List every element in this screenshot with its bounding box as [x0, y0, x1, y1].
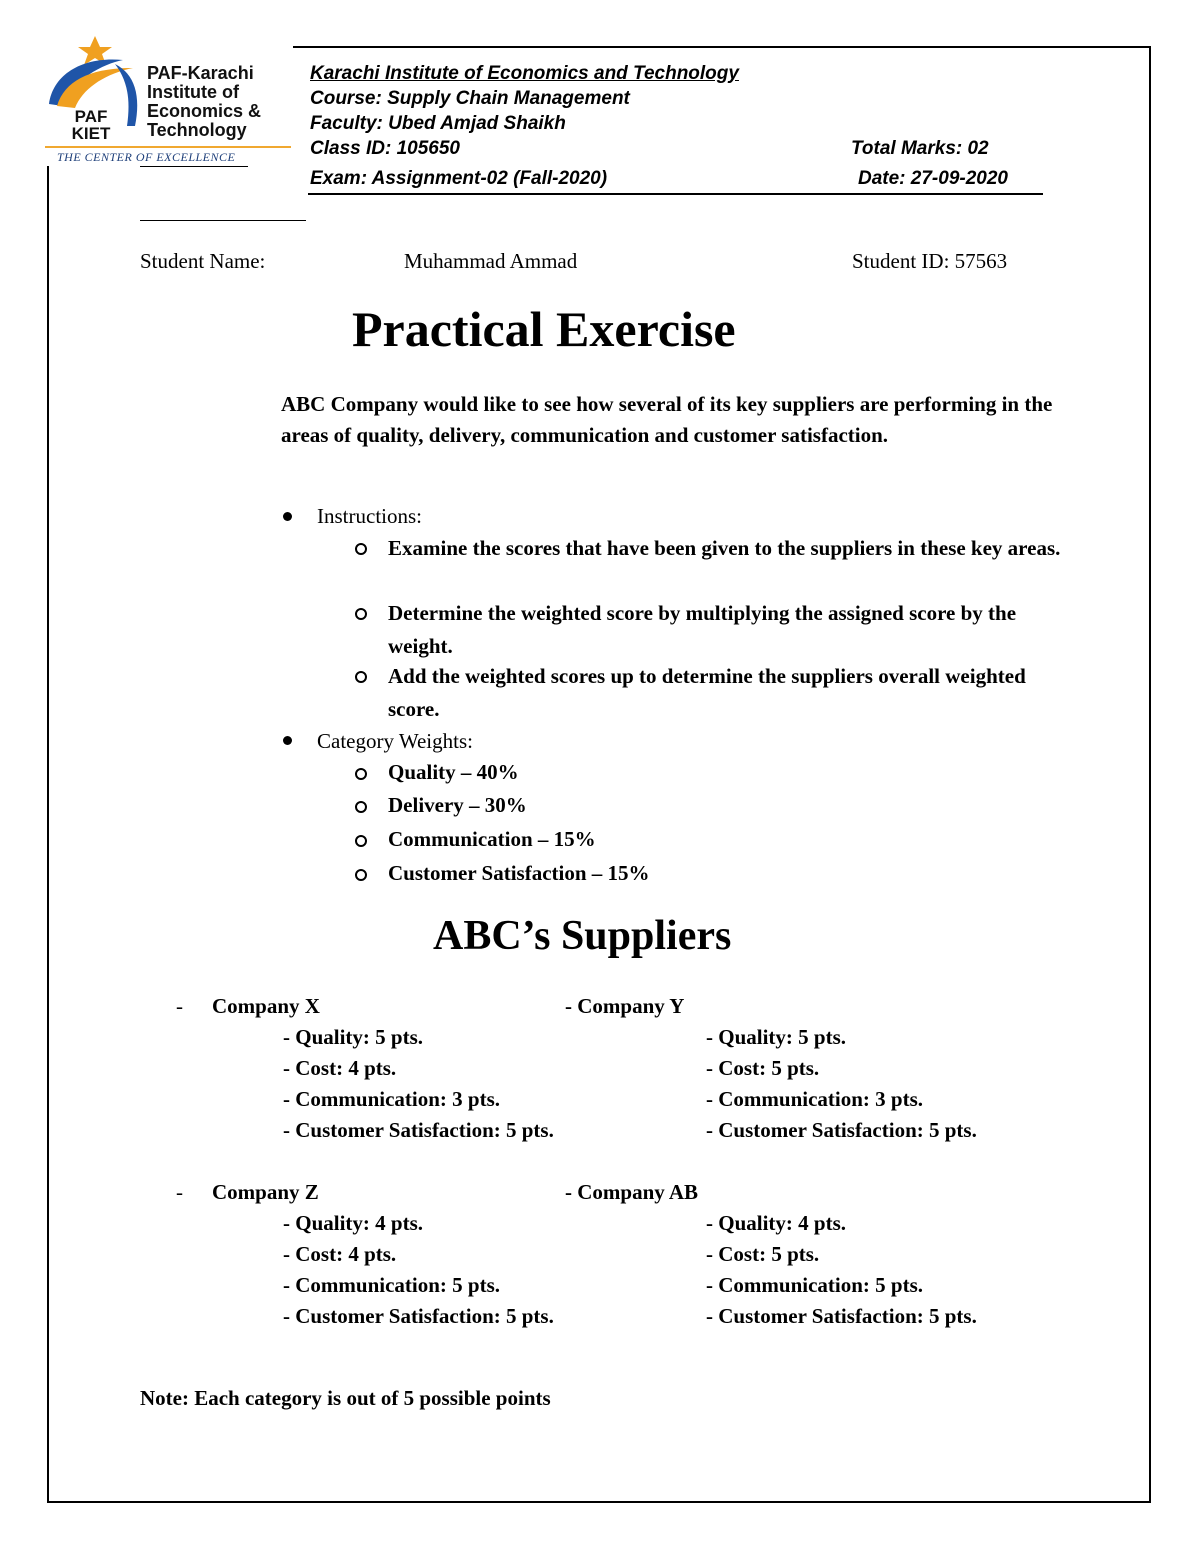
circle-bullet-icon	[355, 869, 367, 881]
company-score: - Cost: 4 pts.	[283, 1056, 397, 1080]
company-score: - Quality: 4 pts.	[283, 1211, 424, 1235]
signature-line	[140, 220, 306, 221]
bullet-icon	[283, 736, 292, 745]
weight-item: Quality – 40%	[388, 760, 519, 784]
company-name: - Company AB	[565, 1180, 699, 1204]
circle-bullet-icon	[355, 768, 367, 780]
logo-line: Technology	[147, 120, 247, 140]
company-score: - Quality: 5 pts.	[283, 1025, 424, 1049]
company-score: - Quality: 5 pts.	[706, 1025, 847, 1049]
circle-bullet-icon	[355, 835, 367, 847]
company-score: - Customer Satisfaction: 5 pts.	[706, 1304, 977, 1328]
logo-tagline: THE CENTER OF EXCELLENCE	[45, 146, 291, 166]
company-score: - Communication: 3 pts.	[283, 1087, 501, 1111]
instruction-item: Add the weighted scores up to determine the suppliers overall weighted score.	[388, 664, 1026, 721]
logo-line: PAF-Karachi	[147, 63, 254, 83]
company-score: - Customer Satisfaction: 5 pts.	[283, 1118, 554, 1142]
circle-bullet-icon	[355, 671, 367, 683]
company-score: - Cost: 5 pts.	[706, 1242, 820, 1266]
weight-item: Communication – 15%	[388, 827, 596, 851]
weight-item: Customer Satisfaction – 15%	[388, 861, 650, 885]
weights-label: Category Weights:	[317, 729, 473, 753]
logo-line: Institute of	[147, 82, 239, 102]
company-score: - Cost: 4 pts.	[283, 1242, 397, 1266]
circle-bullet-icon	[355, 608, 367, 620]
exam-date: Date: 27-09-2020	[858, 168, 1008, 189]
list-dash: -	[176, 1180, 183, 1204]
company-score: - Customer Satisfaction: 5 pts.	[283, 1304, 554, 1328]
page-title: Practical Exercise	[352, 301, 736, 357]
company-name: Company Z	[212, 1180, 319, 1204]
logo-badge-line: KIET	[71, 124, 111, 143]
logo-line: Economics &	[147, 101, 262, 121]
company-name: Company X	[212, 994, 320, 1018]
header-rule	[308, 193, 1043, 195]
instruction-item: Determine the weighted score by multiplying the assigned score by the weight.	[388, 601, 1017, 658]
student-id: Student ID: 57563	[852, 249, 1008, 273]
instruction-item: Examine the scores that have been given to the suppliers in these key areas.	[388, 536, 1061, 560]
faculty-label: Faculty: Ubed Amjad Shaikh	[310, 113, 566, 134]
footnote: Note: Each category is out of 5 possible points	[140, 1386, 551, 1410]
exam-label: Exam: Assignment-02 (Fall-2020)	[310, 168, 608, 189]
kiet-logo	[43, 34, 293, 166]
instructions-label: Instructions:	[317, 504, 422, 528]
company-score: - Customer Satisfaction: 5 pts.	[706, 1118, 977, 1142]
student-name-value: Muhammad Ammad	[404, 249, 578, 273]
company-score: - Quality: 4 pts.	[706, 1211, 847, 1235]
logo-wordmark	[147, 64, 261, 140]
suppliers-title: ABC’s Suppliers	[433, 913, 732, 959]
student-name-label: Student Name:	[140, 249, 266, 273]
logo-underline	[140, 166, 248, 167]
course-label: Course: Supply Chain Management	[310, 88, 630, 109]
institute-name: Karachi Institute of Economics and Technology	[310, 63, 739, 84]
company-score: - Cost: 5 pts.	[706, 1056, 820, 1080]
class-id: Class ID: 105650	[310, 138, 460, 159]
company-name: - Company Y	[565, 994, 685, 1018]
bullet-icon	[283, 512, 292, 521]
circle-bullet-icon	[355, 543, 367, 555]
intro-paragraph: ABC Company would like to see how several of its key suppliers are performing in the areas of quality, delivery, communication and customer satisfaction.	[281, 392, 1053, 447]
circle-bullet-icon	[355, 801, 367, 813]
company-score: - Communication: 5 pts.	[283, 1273, 501, 1297]
weight-item: Delivery – 30%	[388, 793, 527, 817]
total-marks: Total Marks: 02	[851, 138, 989, 159]
logo-badge-line: PAF	[74, 107, 108, 126]
company-score: - Communication: 5 pts.	[706, 1273, 924, 1297]
company-score: - Communication: 3 pts.	[706, 1087, 924, 1111]
list-dash: -	[176, 994, 183, 1018]
logo-badge	[49, 108, 133, 142]
